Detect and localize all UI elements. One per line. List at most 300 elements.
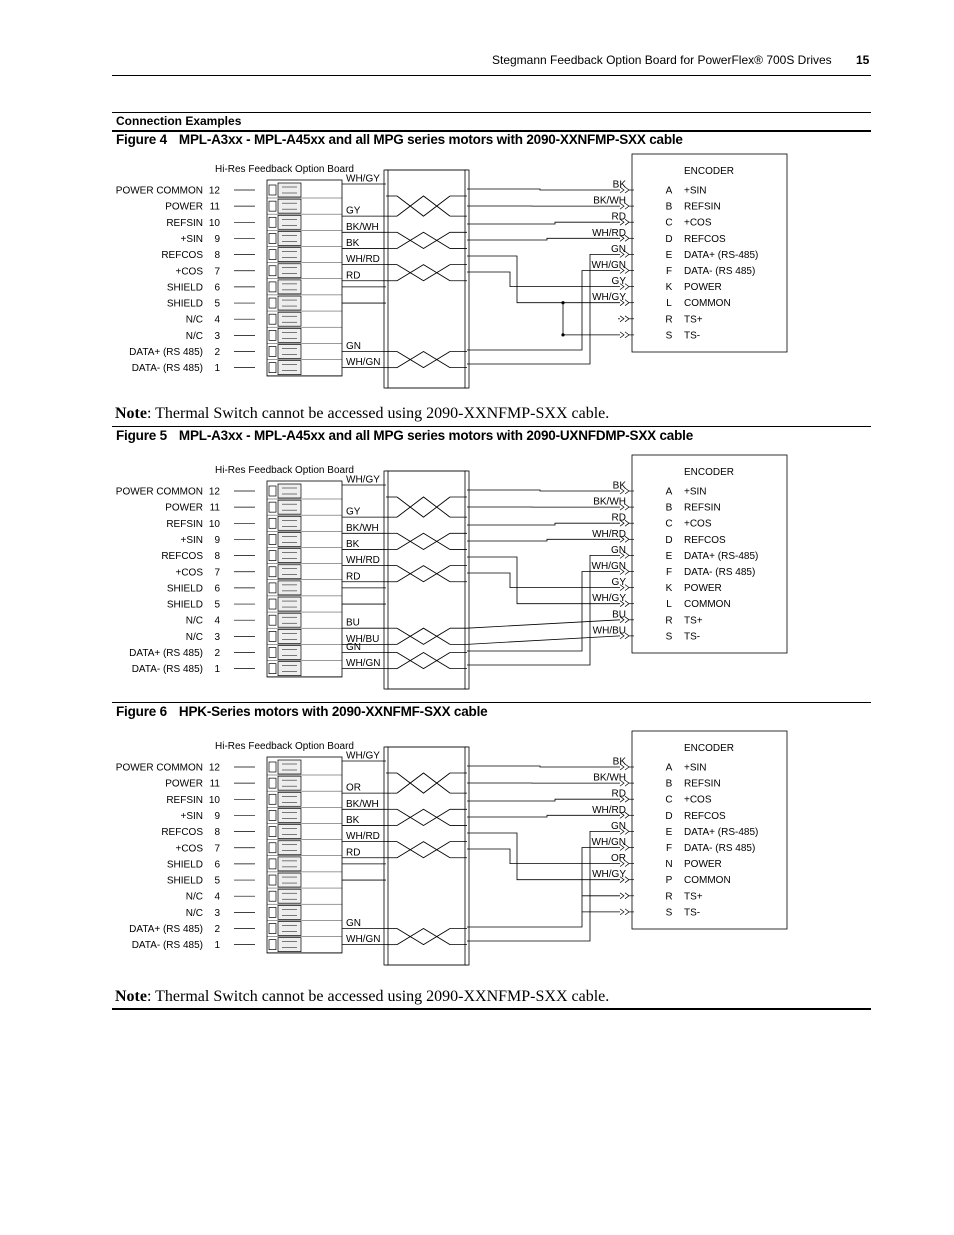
terminal-screw bbox=[278, 760, 301, 774]
wire-route bbox=[467, 490, 620, 491]
twisted-pair bbox=[397, 842, 450, 858]
left-wire-label: OR bbox=[346, 782, 361, 794]
right-wire-label: WH/RD bbox=[592, 804, 626, 816]
twisted-pair bbox=[397, 533, 450, 549]
wire-route bbox=[563, 303, 620, 335]
encoder-pin-label: TS- bbox=[684, 631, 701, 643]
left-wire-label: WH/GY bbox=[346, 173, 380, 185]
board-pin-number: 4 bbox=[214, 615, 220, 627]
left-wire-label: RD bbox=[346, 571, 361, 583]
cable-shield-left bbox=[384, 471, 388, 689]
board-pin-label: SHIELD bbox=[166, 583, 203, 595]
board-pin-number: 3 bbox=[214, 631, 220, 643]
terminal-screw bbox=[278, 841, 301, 855]
board-pin-label: REFSIN bbox=[166, 217, 203, 229]
encoder-connector-arrow bbox=[620, 909, 629, 915]
encoder-pin-letter: B bbox=[665, 201, 673, 213]
note-2-rule bbox=[112, 1008, 871, 1010]
note-text: : Thermal Switch cannot be accessed using 2090-XXNFMP-SXX cable. bbox=[146, 988, 610, 1005]
terminal-tab bbox=[269, 250, 276, 260]
left-wire-label: WH/GN bbox=[346, 934, 381, 946]
encoder-pin-label: TS+ bbox=[684, 615, 703, 627]
terminal-tab bbox=[269, 631, 276, 641]
note-1 bbox=[115, 405, 609, 423]
twisted-pair bbox=[397, 809, 450, 825]
right-wire-label: WH/RD bbox=[592, 528, 626, 540]
encoder-pin-letter: R bbox=[665, 615, 673, 627]
encoder-pin-label: POWER bbox=[684, 859, 722, 871]
encoder-pin-letter: E bbox=[665, 826, 673, 838]
junction-dot bbox=[561, 333, 564, 336]
terminal-tab bbox=[269, 185, 276, 195]
left-wire-label: WH/GY bbox=[346, 750, 380, 762]
encoder-pin-label: TS- bbox=[684, 907, 701, 919]
left-wire-label: WH/RD bbox=[346, 254, 380, 266]
encoder-pin-label: +SIN bbox=[684, 185, 707, 197]
terminal-tab bbox=[269, 518, 276, 528]
board-pin-number: 9 bbox=[214, 233, 220, 245]
twisted-pair bbox=[397, 653, 450, 669]
terminal-screw bbox=[278, 231, 301, 245]
left-wire-label: BK/WH bbox=[346, 798, 379, 810]
wire-route bbox=[467, 189, 620, 190]
board-pin-label: SHIELD bbox=[166, 875, 203, 887]
board-pin-label: DATA+ (RS 485) bbox=[129, 347, 203, 358]
encoder-pin-letter: S bbox=[665, 907, 673, 919]
encoder-pin-letter: D bbox=[665, 233, 673, 245]
right-wire-label: WH/GY bbox=[592, 292, 626, 304]
terminal-tab bbox=[269, 502, 276, 512]
encoder-pin-label: +SIN bbox=[684, 486, 707, 498]
right-wire-label: GN bbox=[611, 820, 626, 832]
left-wire-label: WH/GN bbox=[346, 357, 381, 369]
encoder-label: ENCODER bbox=[684, 166, 735, 177]
board-pin-number: 8 bbox=[214, 250, 220, 262]
figure-number: Figure 6 bbox=[116, 704, 167, 719]
board-pin-number: 12 bbox=[208, 762, 220, 774]
wire-route bbox=[467, 271, 620, 351]
left-wire-label: WH/GY bbox=[346, 474, 380, 486]
running-header-title: Stegmann Feedback Option Board for PowerFlex® 700S Drives bbox=[492, 53, 832, 67]
right-wire-label: RD bbox=[611, 512, 626, 524]
terminal-tab bbox=[269, 615, 276, 625]
right-wire-label: BK/WH bbox=[593, 496, 626, 508]
encoder-pin-label: REFCOS bbox=[684, 233, 726, 245]
encoder-label: ENCODER bbox=[684, 467, 735, 478]
board-pin-label: SHIELD bbox=[166, 282, 203, 294]
left-wire-label: BK bbox=[346, 237, 360, 249]
terminal-tab bbox=[269, 583, 276, 593]
terminal-screw bbox=[278, 597, 301, 611]
figure-4-caption bbox=[116, 132, 683, 147]
terminal-tab bbox=[269, 551, 276, 561]
right-wire-label: WH/GN bbox=[591, 837, 626, 848]
page-number: 15 bbox=[856, 53, 870, 67]
twisted-pair bbox=[397, 628, 450, 644]
right-wire-label: OR bbox=[611, 853, 626, 865]
terminal-tab bbox=[269, 664, 276, 674]
terminal-screw bbox=[278, 312, 301, 326]
terminal-screw bbox=[278, 549, 301, 563]
right-wire-label: WH/GY bbox=[592, 869, 626, 881]
right-wire-label: BK bbox=[612, 756, 626, 768]
terminal-screw bbox=[278, 938, 301, 952]
left-wire-label: GN bbox=[346, 642, 361, 653]
board-pin-label: N/C bbox=[185, 314, 203, 326]
terminal-screw bbox=[278, 662, 301, 676]
wire-route bbox=[467, 539, 620, 541]
encoder-pin-letter: F bbox=[665, 266, 673, 277]
encoder-pin-label: TS+ bbox=[684, 891, 703, 903]
board-pin-number: 5 bbox=[214, 599, 220, 611]
left-wire-label: WH/RD bbox=[346, 831, 380, 843]
terminal-screw bbox=[278, 199, 301, 213]
wire-route bbox=[467, 766, 620, 767]
board-pin-label: REFCOS bbox=[161, 551, 203, 563]
encoder-pin-letter: E bbox=[665, 550, 673, 562]
encoder-pin-label: +COS bbox=[684, 518, 712, 530]
right-wire-label: GN bbox=[611, 544, 626, 556]
terminal-tab bbox=[269, 794, 276, 804]
board-pin-number: 2 bbox=[214, 924, 220, 935]
encoder-pin-label: DATA+ (RS-485) bbox=[684, 550, 759, 562]
board-pin-number: 7 bbox=[214, 843, 220, 855]
board-pin-number: 8 bbox=[214, 827, 220, 839]
encoder-pin-label: POWER bbox=[684, 583, 722, 595]
right-wire-label: GY bbox=[611, 276, 626, 288]
terminal-tab bbox=[269, 827, 276, 837]
board-pin-number: 9 bbox=[214, 534, 220, 546]
section-title: Connection Examples bbox=[116, 114, 242, 128]
encoder-pin-label: COMMON bbox=[684, 875, 731, 887]
left-wire-label: BK/WH bbox=[346, 522, 379, 534]
terminal-screw bbox=[278, 500, 301, 514]
terminal-screw bbox=[278, 215, 301, 229]
left-wire-label: GY bbox=[346, 205, 361, 217]
figure-5-caption bbox=[116, 428, 693, 443]
board-pin-number: 10 bbox=[208, 518, 220, 530]
encoder-pin-label: DATA- (RS 485) bbox=[684, 843, 756, 854]
encoder-pin-letter: R bbox=[665, 314, 673, 326]
board-pin-number: 3 bbox=[214, 907, 220, 919]
board-pin-label: SHIELD bbox=[166, 599, 203, 611]
right-wire-label: WH/GN bbox=[591, 260, 626, 271]
right-wire-label: RD bbox=[611, 788, 626, 800]
board-pin-label: REFCOS bbox=[161, 250, 203, 262]
board-pin-label: DATA- (RS 485) bbox=[131, 664, 203, 676]
board-pin-label: SHIELD bbox=[166, 859, 203, 871]
board-pin-label: +COS bbox=[175, 843, 203, 855]
encoder-pin-letter: E bbox=[665, 249, 673, 261]
board-pin-number: 3 bbox=[214, 330, 220, 342]
wire-route bbox=[467, 238, 620, 240]
twisted-pair bbox=[397, 265, 450, 281]
board-pin-number: 8 bbox=[214, 551, 220, 563]
wire-route bbox=[467, 815, 620, 817]
figure-6-caption bbox=[116, 704, 487, 719]
twisted-pair bbox=[397, 352, 450, 368]
cable-shield-left bbox=[384, 170, 388, 388]
terminal-screw bbox=[278, 922, 301, 936]
terminal-screw bbox=[278, 646, 301, 660]
terminal-tab bbox=[269, 843, 276, 853]
encoder-pin-letter: N bbox=[665, 859, 673, 871]
terminal-tab bbox=[269, 648, 276, 658]
right-wire-label: WH/GN bbox=[591, 561, 626, 572]
board-pin-label: N/C bbox=[185, 907, 203, 919]
encoder-pin-letter: A bbox=[665, 762, 673, 774]
encoder-pin-letter: D bbox=[665, 534, 673, 546]
terminal-tab bbox=[269, 201, 276, 211]
encoder-pin-letter: C bbox=[665, 217, 673, 229]
board-pin-label: POWER bbox=[165, 201, 203, 213]
encoder-pin-label: DATA+ (RS-485) bbox=[684, 826, 759, 838]
figure-6-rule bbox=[112, 702, 871, 703]
board-pin-number: 10 bbox=[208, 794, 220, 806]
terminal-screw bbox=[278, 183, 301, 197]
terminal-screw bbox=[278, 889, 301, 903]
encoder-pin-letter: S bbox=[665, 330, 673, 342]
terminal-tab bbox=[269, 907, 276, 917]
wire-route bbox=[467, 849, 620, 864]
encoder-pin-label: DATA- (RS 485) bbox=[684, 266, 756, 277]
right-wire-label: WH/RD bbox=[592, 227, 626, 239]
board-pin-number: 2 bbox=[214, 347, 220, 358]
terminal-tab bbox=[269, 875, 276, 885]
encoder-connector-arrow bbox=[620, 332, 629, 338]
board-pin-label: +COS bbox=[175, 266, 203, 278]
note-label: Note bbox=[115, 988, 147, 1005]
board-label: Hi-Res Feedback Option Board bbox=[215, 164, 354, 175]
encoder-pin-letter: F bbox=[665, 567, 673, 578]
terminal-tab bbox=[269, 266, 276, 276]
figure-caption-text: HPK-Series motors with 2090-XXNFMF-SXX cable bbox=[178, 704, 488, 719]
encoder-pin-label: DATA+ (RS-485) bbox=[684, 249, 759, 261]
board-pin-label: POWER COMMON bbox=[115, 185, 203, 197]
right-wire-label: BU bbox=[612, 609, 626, 621]
encoder-pin-letter: B bbox=[665, 778, 673, 790]
encoder-pin-label: TS+ bbox=[684, 314, 703, 326]
encoder-pin-letter: L bbox=[666, 298, 672, 310]
encoder-pin-letter: K bbox=[665, 282, 673, 294]
terminal-tab bbox=[269, 534, 276, 544]
twisted-pair bbox=[397, 929, 450, 945]
board-pin-number: 5 bbox=[214, 298, 220, 310]
left-wire-label: GN bbox=[346, 918, 361, 929]
wire-route bbox=[467, 573, 620, 588]
encoder-pin-letter: C bbox=[665, 518, 673, 530]
encoder-connector-arrow bbox=[620, 316, 629, 322]
encoder-pin-label: POWER bbox=[684, 282, 722, 294]
left-wire-label: WH/GN bbox=[346, 658, 381, 670]
twisted-pair bbox=[397, 196, 450, 216]
board-pin-label: POWER COMMON bbox=[115, 762, 203, 774]
left-wire-label: RD bbox=[346, 270, 361, 282]
encoder-pin-label: REFSIN bbox=[684, 502, 721, 514]
board-pin-label: DATA- (RS 485) bbox=[131, 940, 203, 952]
encoder-pin-letter: R bbox=[665, 891, 673, 903]
terminal-tab bbox=[269, 486, 276, 496]
cable-shield-left bbox=[384, 747, 388, 965]
terminal-screw bbox=[278, 516, 301, 530]
board-pin-number: 2 bbox=[214, 648, 220, 659]
terminal-screw bbox=[278, 581, 301, 595]
board-pin-label: REFSIN bbox=[166, 794, 203, 806]
board-pin-number: 7 bbox=[214, 567, 220, 579]
left-wire-label: BU bbox=[346, 617, 360, 629]
terminal-tab bbox=[269, 347, 276, 357]
terminal-tab bbox=[269, 891, 276, 901]
board-label: Hi-Res Feedback Option Board bbox=[215, 741, 354, 752]
board-pin-number: 10 bbox=[208, 217, 220, 229]
encoder-pin-letter: A bbox=[665, 486, 673, 498]
encoder-pin-label: +SIN bbox=[684, 762, 707, 774]
terminal-tab bbox=[269, 233, 276, 243]
terminal-tab bbox=[269, 363, 276, 373]
encoder-pin-label: COMMON bbox=[684, 298, 731, 310]
terminal-screw bbox=[278, 248, 301, 262]
right-wire-label: RD bbox=[611, 211, 626, 223]
encoder-pin-label: +COS bbox=[684, 217, 712, 229]
encoder-pin-letter: B bbox=[665, 502, 673, 514]
terminal-tab bbox=[269, 567, 276, 577]
right-wire-label: GY bbox=[611, 577, 626, 589]
terminal-tab bbox=[269, 859, 276, 869]
terminal-screw bbox=[278, 857, 301, 871]
right-wire-label: GN bbox=[611, 243, 626, 255]
terminal-tab bbox=[269, 810, 276, 820]
terminal-tab bbox=[269, 282, 276, 292]
terminal-tab bbox=[269, 762, 276, 772]
left-wire-label: GN bbox=[346, 341, 361, 352]
right-wire-label: BK bbox=[612, 179, 626, 191]
right-wire-label: BK/WH bbox=[593, 772, 626, 784]
encoder-pin-label: REFCOS bbox=[684, 534, 726, 546]
board-pin-label: SHIELD bbox=[166, 298, 203, 310]
twisted-pair bbox=[397, 773, 450, 793]
board-pin-number: 6 bbox=[214, 583, 220, 595]
figure-6-wiring-diagram bbox=[110, 735, 790, 975]
terminal-screw bbox=[278, 776, 301, 790]
right-wire-label: BK bbox=[612, 480, 626, 492]
terminal-screw bbox=[278, 565, 301, 579]
twisted-pair bbox=[397, 497, 450, 517]
terminal-tab bbox=[269, 298, 276, 308]
terminal-tab bbox=[269, 599, 276, 609]
cable-shield-right bbox=[465, 170, 469, 388]
twisted-pair bbox=[397, 566, 450, 582]
encoder-pin-label: REFCOS bbox=[684, 810, 726, 822]
encoder-pin-letter: D bbox=[665, 810, 673, 822]
terminal-tab bbox=[269, 778, 276, 788]
board-pin-number: 4 bbox=[214, 314, 220, 326]
board-pin-number: 7 bbox=[214, 266, 220, 278]
board-pin-label: +COS bbox=[175, 567, 203, 579]
terminal-screw bbox=[278, 264, 301, 278]
board-pin-number: 6 bbox=[214, 859, 220, 871]
terminal-screw bbox=[278, 792, 301, 806]
board-pin-number: 12 bbox=[208, 185, 220, 197]
board-pin-label: DATA+ (RS 485) bbox=[129, 648, 203, 659]
wire-route bbox=[467, 523, 620, 525]
terminal-tab bbox=[269, 940, 276, 950]
board-pin-number: 1 bbox=[214, 363, 220, 375]
right-wire-label: WH/GY bbox=[592, 593, 626, 605]
encoder-pin-letter: L bbox=[666, 599, 672, 611]
terminal-screw bbox=[278, 808, 301, 822]
terminal-screw bbox=[278, 328, 301, 342]
terminal-tab bbox=[269, 217, 276, 227]
board-pin-label: REFSIN bbox=[166, 518, 203, 530]
board-pin-label: N/C bbox=[185, 615, 203, 627]
terminal-screw bbox=[278, 532, 301, 546]
board-pin-number: 5 bbox=[214, 875, 220, 887]
encoder-pin-letter: F bbox=[665, 843, 673, 854]
terminal-screw bbox=[278, 296, 301, 310]
board-pin-label: DATA- (RS 485) bbox=[131, 363, 203, 375]
board-pin-number: 4 bbox=[214, 891, 220, 903]
terminal-tab bbox=[269, 314, 276, 324]
note-1-rule bbox=[112, 426, 871, 427]
board-pin-number: 11 bbox=[209, 778, 220, 790]
encoder-pin-label: REFSIN bbox=[684, 778, 721, 790]
wire-route bbox=[467, 799, 620, 801]
board-pin-label: +SIN bbox=[180, 810, 203, 822]
board-pin-label: N/C bbox=[185, 631, 203, 643]
board-pin-label: REFCOS bbox=[161, 827, 203, 839]
terminal-screw bbox=[278, 345, 301, 359]
twisted-pair bbox=[397, 232, 450, 248]
left-wire-label: WH/BU bbox=[346, 633, 380, 645]
board-pin-label: POWER bbox=[165, 502, 203, 514]
board-pin-number: 1 bbox=[214, 664, 220, 676]
terminal-screw bbox=[278, 484, 301, 498]
note-text: : Thermal Switch cannot be accessed using 2090-XXNFMP-SXX cable. bbox=[146, 405, 610, 422]
wire-route bbox=[467, 222, 620, 224]
encoder-pin-letter: K bbox=[665, 583, 673, 595]
junction-dot bbox=[561, 301, 564, 304]
figure-4-wiring-diagram bbox=[110, 158, 790, 398]
encoder-pin-label: COMMON bbox=[684, 599, 731, 611]
note-label: Note bbox=[115, 405, 147, 422]
right-wire-label: BK/WH bbox=[593, 195, 626, 207]
board-pin-number: 11 bbox=[209, 502, 220, 514]
wire-route bbox=[467, 848, 620, 928]
terminal-screw bbox=[278, 873, 301, 887]
figure-number: Figure 5 bbox=[116, 428, 167, 443]
note-2 bbox=[115, 988, 609, 1006]
board-pin-label: DATA+ (RS 485) bbox=[129, 924, 203, 935]
terminal-screw bbox=[278, 361, 301, 375]
right-wire-label: WH/BU bbox=[592, 625, 626, 637]
left-wire-label: WH/RD bbox=[346, 555, 380, 567]
board-pin-label: N/C bbox=[185, 891, 203, 903]
encoder-pin-label: REFSIN bbox=[684, 201, 721, 213]
encoder-pin-label: TS- bbox=[684, 330, 701, 342]
encoder-pin-letter: C bbox=[665, 794, 673, 806]
figure-5-wiring-diagram bbox=[110, 459, 790, 699]
terminal-screw bbox=[278, 280, 301, 294]
figure-number: Figure 4 bbox=[116, 132, 167, 147]
left-wire-label: BK/WH bbox=[346, 221, 379, 233]
left-wire-label: RD bbox=[346, 847, 361, 859]
board-pin-label: +SIN bbox=[180, 233, 203, 245]
encoder-pin-letter: A bbox=[665, 185, 673, 197]
terminal-screw bbox=[278, 825, 301, 839]
cable-shield-right bbox=[465, 747, 469, 965]
terminal-screw bbox=[278, 905, 301, 919]
section-top-rule bbox=[112, 112, 871, 113]
